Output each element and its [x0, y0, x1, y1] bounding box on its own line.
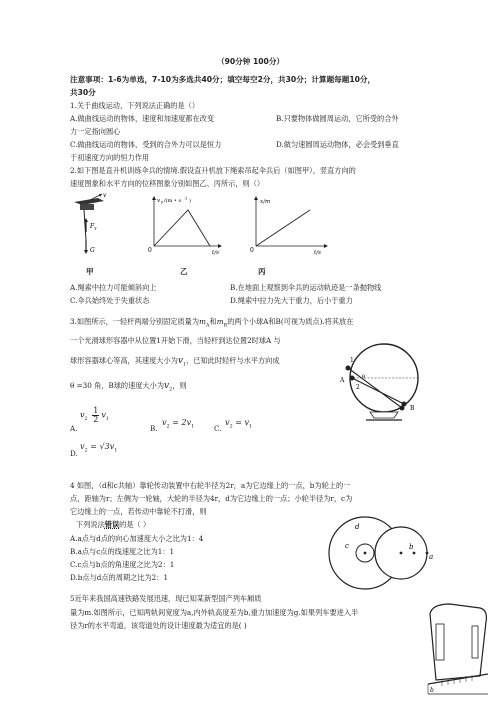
q5-fig-label-b: b	[430, 687, 434, 694]
q1-option-a: A.做曲线运动的物体，速度和加速度都在改变	[70, 114, 215, 123]
vy-t-label: t/s	[212, 250, 219, 256]
q1-option-d-line1: D.做匀速圆周运动物体，必会受到垂直	[276, 140, 399, 149]
q3-fig-label-2: 2	[356, 384, 360, 391]
q3-line-1	[70, 318, 353, 328]
q3-option-a-label: A.	[70, 424, 78, 433]
q3-a-fraction	[92, 407, 99, 424]
q3-ma: m	[199, 317, 206, 326]
q3-line3-text-b: ，已知此时轻杆与水平方向成	[186, 356, 280, 365]
q3-line-4	[70, 382, 187, 392]
q4-line-3: 它边缘上的一点，若传动中靠轮不打滑，则	[70, 507, 207, 516]
q4-option-a: A.a点与d点的向心加速度大小之比为1：4	[70, 534, 204, 543]
q3-v2-sub: 2	[169, 386, 173, 393]
q3-option-b-label: B.	[150, 424, 158, 433]
caption-yi: 乙	[180, 267, 188, 276]
vy-axis-label: v	[157, 198, 161, 204]
q4-option-b: B.a点与c点的线速度之比为1：1	[70, 547, 175, 556]
q2-option-b: B.在地面上观察到伞兵的运动轨迹是一条抛物线	[230, 283, 382, 292]
x-line	[256, 210, 310, 246]
q4-line4-text-c: 的是（ ）	[119, 520, 151, 529]
q3-option-b-expr	[162, 419, 194, 430]
vy-axis-sub: y	[161, 199, 164, 204]
fig-g-label: G	[90, 247, 95, 254]
vy-unit-exp: -1	[184, 196, 188, 201]
q4-fig-label-a: a	[429, 553, 434, 561]
notice-line-2: 共30分	[70, 88, 96, 97]
q3-a-rhs-sub: 1	[105, 416, 110, 423]
q4-line-4	[76, 521, 150, 528]
fig-ft-sub: T	[94, 226, 97, 231]
q3-text-a: 3.如图所示，一轻杆两端分别固定质量为	[70, 317, 200, 326]
figure-bing	[250, 196, 328, 256]
q1-option-b-line2: 力一定指向圆心	[70, 127, 121, 136]
q4-line-1: 4 如图，（d和c共轴）靠轮传动装置中右轮半径为2r，a为它边缘上的一点，b为轮上的一	[70, 481, 351, 490]
x-axis-label: x/m	[260, 199, 271, 205]
q3-fig-label-1: 1	[350, 357, 354, 364]
q4-emphasis-cuowu: 错误	[104, 520, 120, 529]
q5-figure	[422, 600, 492, 700]
q1-option-b-line1: B.只要物体做圆周运动，它所受的合外	[276, 114, 399, 123]
q2-stem-line1: 2.如下图是直升机训练伞兵的情境.假设直升机放下绳索吊起伞兵后（如图甲），竖直方向的	[70, 166, 356, 175]
q4-option-c: C.c点与b点的角速度之比为2：1	[70, 560, 175, 569]
q3-b-rhs-sub: 1	[191, 423, 195, 430]
q2-stem-line2: 速度图象和水平方向的位移图象分别如图乙、丙所示，则（）	[70, 179, 265, 188]
vy-unit-close: )	[189, 198, 191, 204]
q1-option-d-line2: 于初速度方向的恒力作用	[70, 153, 150, 162]
q3-a-lhs-sub: 2	[84, 416, 88, 423]
q3-v1: v	[177, 356, 183, 366]
q3-a-num: 1	[93, 406, 99, 415]
q3-option-d-label: D.	[70, 449, 78, 458]
q5-line-2: 量为m.如图所示，已知两轨间宽度为a,内外轨高度差为b,重力加速度为g.如果列车要进入半	[70, 608, 359, 617]
q3-b-v2-sub: 2	[166, 423, 170, 430]
notice-line-1: 注意事项：1-6为单选，7-10为多选共40分；填空每空2分，共30分；计算题每题10分，	[70, 75, 376, 84]
q4-figure	[325, 515, 445, 595]
caption-jia: 甲	[86, 267, 94, 276]
q3-c-v2: v	[225, 418, 230, 427]
q3-d-v2-sub: 2	[84, 447, 88, 454]
q3-option-a-expr	[80, 407, 109, 424]
q3-d-v2: v	[80, 442, 85, 451]
q3-text-c: 的两个小球A和B(可视为质点).将其放在	[227, 317, 354, 326]
q3-mb: m	[216, 317, 224, 326]
q3-a-rhs: v	[101, 410, 106, 420]
q3-a-lhs: v	[80, 410, 85, 420]
q3-line3-text-a: 球形容器球心等高，其速度大小为	[70, 356, 178, 365]
q3-d-rhs: = √3v	[87, 442, 115, 451]
q3-c-rhs: = v	[232, 418, 250, 427]
q4-option-d: D.b点与d点的周期之比为2：1	[70, 573, 169, 582]
q3-c-rhs-sub: 1	[249, 423, 253, 430]
q2-option-c: C.伞兵始终处于失重状态	[70, 296, 150, 305]
q3-option-d-expr	[80, 443, 117, 454]
fig-v-label: v	[103, 192, 107, 199]
q3-c-v2-sub: 2	[229, 423, 233, 430]
q3-line-3	[70, 357, 280, 367]
q3-fig-label-b: B	[410, 405, 415, 412]
q4-line4-text-a: 下列说法	[76, 520, 105, 529]
q4-fig-label-c: c	[345, 542, 349, 550]
x-t-label: t/s	[314, 250, 321, 256]
q1-stem: 1.关于曲线运动，下列说法正确的是（）	[70, 101, 200, 110]
q3-option-c-expr	[225, 419, 252, 430]
q3-figure	[340, 338, 430, 428]
caption-bing: 丙	[258, 267, 266, 276]
q4-fig-label-b: b	[409, 543, 414, 551]
vy-origin: 0	[148, 247, 152, 254]
q2-option-a: A.绳索中拉力可能倾斜向上	[70, 283, 157, 292]
q3-b-v2: v	[162, 418, 167, 427]
q3-line4-text-a: θ =30 角，B球的速度大小为	[70, 381, 165, 390]
q3-fig-label-a: A	[340, 377, 345, 384]
q4-line-2: 点，距轴为r；左侧为一轮轴，大轮的半径为4r，d为它边缘上的一点；小轮半径为r，c为	[70, 494, 353, 503]
q3-line-2: 一个光滑球形容器中从位置1开始下滑，当轻杆到达位置2时球A 与	[70, 336, 281, 345]
q3-v2: v	[164, 381, 170, 391]
q1-option-c: C.做曲线运动的物体，受到的合外力可以是恒力	[70, 140, 222, 149]
q2-option-d: D.绳索中拉力先大于重力，后小于重力	[230, 296, 353, 305]
q3-mb-sub: B	[223, 322, 228, 329]
q3-d-rhs-sub: 1	[114, 447, 118, 454]
q3-ma-sub: A	[205, 322, 210, 329]
q2-figures	[70, 192, 330, 260]
figure-yi	[148, 196, 222, 256]
q5-line-3: 径为r的水平弯道，该弯道处的设计速度最为适宜的是( )	[70, 621, 247, 630]
q3-fig-label-theta: θ	[362, 374, 366, 380]
q3-a-den: 2	[93, 415, 99, 424]
vy-unit: /(m • s	[164, 198, 182, 204]
q3-option-c-label: C.	[214, 424, 222, 433]
fig-ft-label: F	[90, 223, 95, 230]
q4-fig-label-d: d	[355, 523, 360, 531]
q3-b-rhs: = 2v	[169, 418, 192, 427]
q3-line4-text-b: ，则	[172, 381, 187, 390]
page-header: （90分钟 100分）	[217, 57, 285, 66]
figure-jia	[74, 192, 107, 254]
vy-line	[154, 210, 210, 246]
x-origin: 0	[250, 247, 254, 254]
q5-line-1: 5近年来我国高速铁路发展迅速，现已知某新型国产列车厢质	[70, 594, 262, 603]
q3-v1-sub: 1	[182, 361, 187, 368]
q3-text-b: 和	[209, 317, 217, 326]
